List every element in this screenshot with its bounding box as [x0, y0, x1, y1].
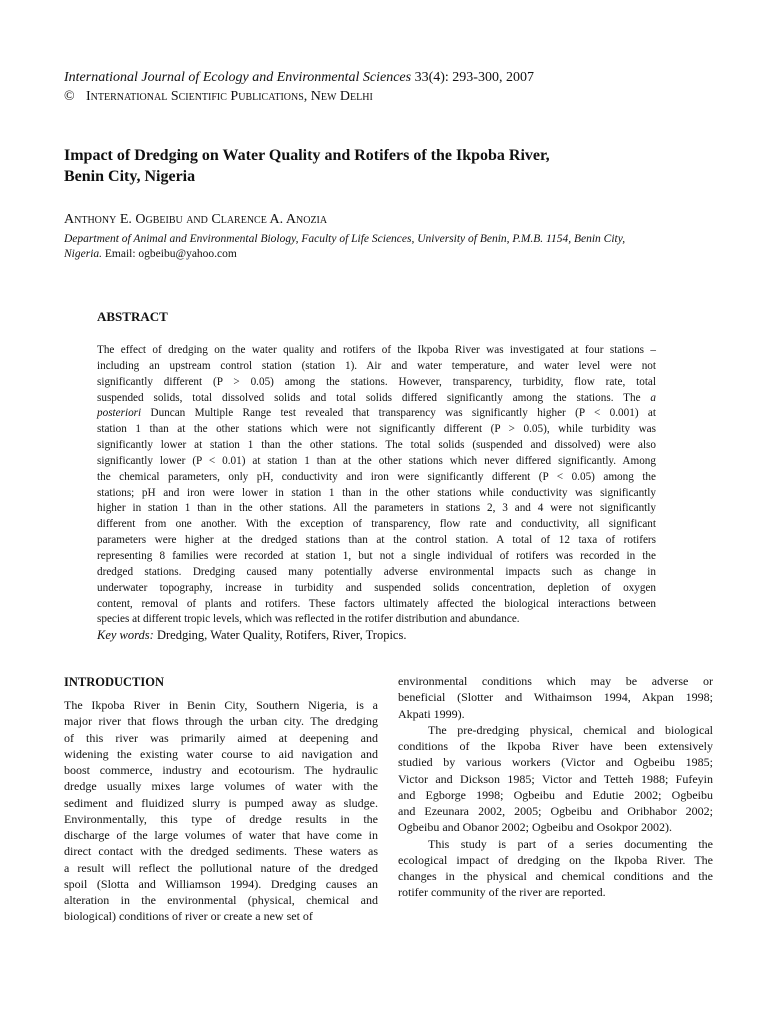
abstract-line: dredged stations. Dredging caused many potentially adverse environmental impacts such as change in — [97, 565, 656, 578]
introduction-line: sediment and fluidized slurry is pumped away as sludge. — [64, 795, 378, 810]
abstract-line: significantly different (P > 0.05) among the stations. However, transparency, turbidity, flow rate, total — [97, 375, 656, 388]
introduction-line: studied by various workers (Victor and Ogbeibu 1985; — [398, 755, 713, 770]
introduction-line: discharge of the large volumes of water that have come in — [64, 828, 378, 842]
introduction-line: of this river was primarily aimed at deepening and — [64, 730, 378, 745]
introduction-line: spoil (Slotta and Williamson 1994). Dredging causes an — [64, 876, 378, 891]
title-line-1: Impact of Dredging on Water Quality and Rotifers of the Ikpoba River, — [64, 147, 550, 164]
journal-volume: 33(4): 293-300, 2007 — [414, 70, 534, 85]
copyright-symbol: © — [64, 89, 75, 104]
abstract-line: parameters were higher at the dredged stations than at the control station. A total of 12 taxa of rotifers — [97, 534, 656, 547]
abstract-line: underwater topography, increase in turbidity and suspended solids concentration, depletion of oxygen — [97, 581, 656, 594]
publisher-line — [64, 89, 724, 105]
introduction-line: Victor and Dickson 1985; Victor and Tetteh 1988; Fufeyin — [398, 771, 713, 786]
introduction-line: Environmentally, this type of dredge results in the — [64, 811, 378, 826]
introduction-line: Ogbeibu and Obanor 2002; Ogbeibu and Osokpor 2002). — [398, 820, 672, 835]
abstract-line: content, removal of plants and rotifers. These factors ultimately affected the biological interactions between — [97, 597, 656, 610]
abstract-line: different from one another. With the exception of transparency, flow rate and conductivity, all significant — [97, 518, 656, 531]
introduction-line: environmental conditions which may be adverse or — [398, 674, 713, 688]
introduction-line: Akpati 1999). — [398, 706, 465, 721]
introduction-line: rotifer community of the river are reported. — [398, 885, 606, 900]
affiliation-country: Nigeria. — [64, 247, 103, 260]
introduction-line: The pre-dredging physical, chemical and biological — [428, 722, 713, 737]
abstract-line: the chemical parameters, only pH, conductivity and iron were significantly different (P < 0.05) among the — [97, 470, 656, 483]
abstract-line: species at different tropic levels, which was reflected in the rotifer distribution and abundance. — [97, 613, 520, 626]
introduction-line: The Ikpoba River in Benin City, Southern Nigeria, is a — [64, 698, 378, 712]
introduction-line: widening the existing water course to aid navigation and — [64, 746, 378, 761]
introduction-line: direct contact with the dredged sediments. These waters as — [64, 844, 378, 859]
introduction-line: ecological impact of dredging on the Ikpoba River. The — [398, 852, 713, 867]
abstract-line: significantly lower at station 1 than the other stations. The total solids (suspended and dissolved) were also — [97, 439, 656, 452]
authors: Anthony E. Ogbeibu and Clarence A. Anozia — [64, 212, 328, 227]
abstract-line: The effect of dredging on the water quality and rotifers of the Ikpoba River was investigated at four stations – — [97, 344, 656, 356]
journal-name: International Journal of Ecology and Environmental Sciences — [64, 70, 412, 85]
author-email: Email: ogbeibu@yahoo.com — [102, 247, 237, 260]
abstract-heading: ABSTRACT — [97, 309, 168, 324]
keywords — [97, 627, 657, 643]
abstract-line: station 1 than at the other stations which were not significantly different (P > 0.05), while turbidity was — [97, 423, 656, 436]
keywords-text: Dredging, Water Quality, Rotifers, River, Tropics. — [153, 628, 407, 642]
introduction-line: a result will reflect the pollutional nature of the dredged — [64, 860, 378, 875]
introduction-line: biological) conditions of river or create a new set of — [64, 909, 313, 924]
affiliation-line-2 — [64, 247, 694, 262]
abstract-line: representing 8 families were recorded at station 1, but not a single individual of rotifers was recorded in the — [97, 549, 656, 562]
paper-title — [64, 145, 664, 187]
affiliation — [64, 232, 694, 261]
abstract-line: stations; pH and iron were lower in station 1 than in the other stations while conductivity was significantly — [97, 486, 656, 499]
introduction-line: changes in the physical and chemical conditions and the — [398, 869, 713, 883]
journal-citation — [64, 70, 724, 86]
introduction-line: dredge usually mixes large volumes of water with the — [64, 779, 378, 794]
keywords-label: Key words: — [97, 628, 154, 642]
introduction-left-column — [64, 697, 378, 925]
introduction-line: This study is part of a series documenting the — [428, 836, 713, 851]
title-line-2: Benin City, Nigeria — [64, 168, 196, 185]
introduction-line: and Egborge 1998; Ogbeibu and Edutie 2002; Ogbeibu — [398, 787, 713, 802]
publisher-name: International Scientific Publications, New Delhi — [86, 89, 373, 104]
abstract-line: including an upstream control station (station 1). Air and water temperature, and water level were not — [97, 359, 656, 372]
abstract-body — [97, 343, 656, 628]
introduction-line: boost commerce, industry and ecotourism. The hydraulic — [64, 763, 378, 777]
introduction-line: and Ezeunara 2002, 2005; Ogbeibu and Oribhabor 2002; — [398, 804, 713, 818]
introduction-line: alteration in the environmental (physical, chemical and — [64, 893, 378, 907]
introduction-line: major river that flows through the urban city. The dredging — [64, 714, 378, 729]
abstract-line: significantly lower (P < 0.01) at station 1 than at the other stations which never differed significantly. Among — [97, 454, 656, 467]
abstract-line: suspended solids, total dissolved solids and total solids differed significantly among the stations. The a — [97, 391, 656, 404]
abstract-line: higher in station 1 than in the other stations. All the parameters in stations 2, 3 and 4 were not significantly — [97, 502, 656, 515]
abstract-line: posteriori Duncan Multiple Range test revealed that transparency was significantly higher (P < 0.001) at — [97, 407, 656, 420]
introduction-line: conditions of the Ikpoba River have been extensively — [398, 739, 713, 753]
introduction-right-column — [398, 673, 713, 901]
affiliation-line-1: Department of Animal and Environmental Biology, Faculty of Life Sciences, University of Benin, P.M.B. 1154, Benin City, — [64, 233, 626, 245]
introduction-line: beneficial (Slotter and Withaimson 1994, Akpan 1998; — [398, 690, 713, 705]
introduction-heading: INTRODUCTION — [64, 675, 165, 689]
